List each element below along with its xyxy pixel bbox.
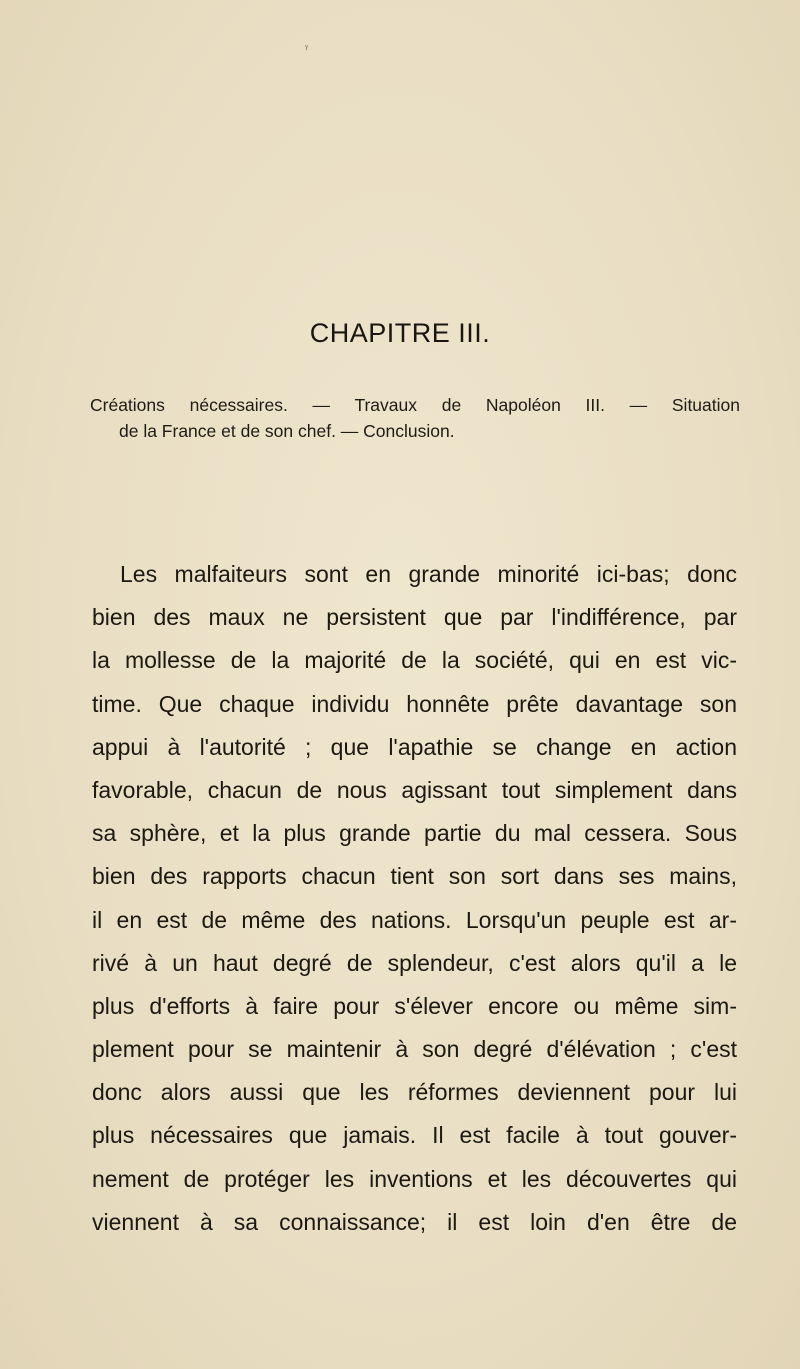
text-line: favorable, chacun de nous agissant tout simplement dans	[92, 776, 737, 803]
text-line: la mollesse de la majorité de la société, qui en est vic-	[92, 647, 737, 674]
text-line: appui à l'autorité ; que l'apathie se change en action	[92, 733, 737, 760]
text-line: bien des maux ne persistent que par l'indifférence, par	[92, 604, 737, 631]
text-line: viennent à sa connaissance; il est loin d'en être de	[92, 1208, 737, 1235]
chapter-title: CHAPITRE III.	[309, 318, 491, 348]
text-line: rivé à un haut degré de splendeur, c'est alors qu'il a le	[92, 949, 737, 976]
summary-line: Créations nécessaires. — Travaux de Napoléon III. — Situation	[90, 395, 740, 415]
summary-line: de la France et de son chef. — Conclusion.	[119, 421, 455, 441]
text-line: sa sphère, et la plus grande partie du mal cessera. Sous	[92, 820, 737, 847]
body-paragraph	[92, 553, 737, 1244]
text-line: plus nécessaires que jamais. Il est facile à tout gouver-	[92, 1122, 737, 1149]
text-line: Les malfaiteurs sont en grande minorité ici-bas; donc	[120, 561, 737, 587]
text-line: donc alors aussi que les réformes deviennent pour lui	[92, 1079, 737, 1106]
text-line: time. Que chaque individu honnête prête davantage son	[92, 690, 737, 717]
text-line: bien des rapports chacun tient son sort dans ses mains,	[92, 863, 737, 890]
text-line: nement de protéger les inventions et les découvertes qui	[92, 1165, 737, 1192]
text-line: il en est de même des nations. Lorsqu'un peuple est ar-	[92, 906, 737, 933]
text-line: plement pour se maintenir à son degré d'élévation ; c'est	[92, 1036, 737, 1063]
text-line: plus d'efforts à faire pour s'élever encore ou même sim-	[92, 992, 737, 1019]
print-mark-icon: ᵞ	[305, 41, 309, 55]
chapter-summary	[90, 392, 740, 444]
